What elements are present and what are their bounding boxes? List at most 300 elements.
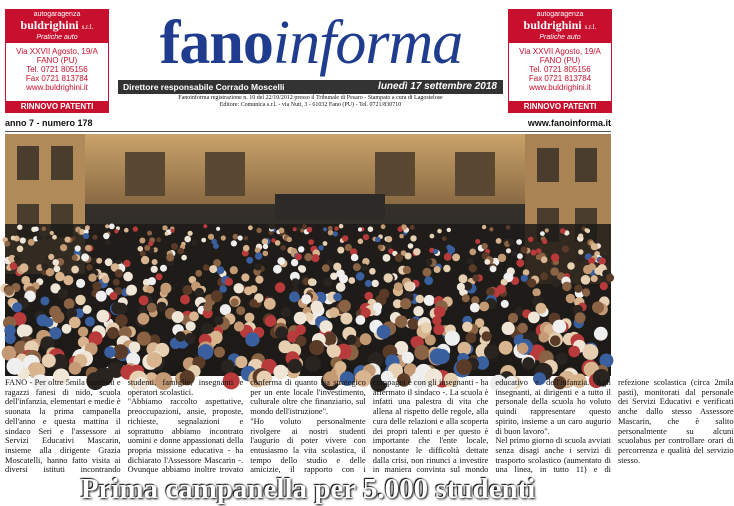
crowd-person xyxy=(443,265,450,272)
crowd-person xyxy=(542,239,547,244)
crowd-person xyxy=(333,293,342,302)
crowd-person xyxy=(594,327,608,341)
crowd-person xyxy=(123,272,133,282)
crowd-person xyxy=(330,273,337,280)
crowd-person xyxy=(408,318,419,329)
crowd-person xyxy=(448,246,456,254)
crowd-person xyxy=(311,301,324,314)
crowd-person xyxy=(203,303,212,312)
crowd-person xyxy=(528,237,533,242)
crowd-person xyxy=(430,234,435,239)
crowd-person xyxy=(263,244,268,249)
crowd-person xyxy=(452,254,460,262)
ad-subtitle: Pratiche auto xyxy=(539,34,581,41)
crowd-person xyxy=(425,335,436,346)
crowd-person xyxy=(139,295,149,305)
crowd-person xyxy=(581,275,591,285)
crowd-person xyxy=(578,233,583,238)
crowd-person xyxy=(211,290,223,302)
crowd-person xyxy=(294,312,307,325)
crowd-person xyxy=(233,234,239,240)
crowd-person xyxy=(472,275,479,282)
crowd-person xyxy=(115,269,123,277)
crowd-person xyxy=(275,282,285,292)
crowd-person xyxy=(287,237,292,242)
crowd-person xyxy=(34,227,39,232)
crowd-person xyxy=(256,228,261,233)
crowd-person xyxy=(528,312,540,324)
crowd-person xyxy=(506,225,511,230)
crowd-person xyxy=(353,263,360,270)
crowd-person xyxy=(279,228,285,234)
crowd-person xyxy=(365,280,372,287)
crowd-person xyxy=(195,270,202,277)
crowd-person xyxy=(246,257,253,264)
crowd-person xyxy=(540,231,545,236)
crowd-person xyxy=(395,315,407,327)
crowd-person xyxy=(309,340,324,355)
crowd-person xyxy=(105,240,111,246)
crowd-person xyxy=(555,353,567,365)
crowd-person xyxy=(105,224,109,228)
crowd-person xyxy=(203,224,207,228)
crowd-person xyxy=(213,243,219,249)
ad-header xyxy=(6,10,108,43)
crowd-person xyxy=(333,231,338,236)
crowd-person xyxy=(105,258,113,266)
crowd-person xyxy=(181,255,187,261)
crowd-person xyxy=(280,245,286,251)
crowd-person xyxy=(216,227,220,231)
crowd-person xyxy=(216,266,224,274)
crowd-person xyxy=(5,333,16,344)
crowd-person xyxy=(489,227,493,231)
crowd-person xyxy=(114,229,118,233)
crowd-person xyxy=(183,285,193,295)
crowd-person xyxy=(139,238,145,244)
crowd-person xyxy=(328,226,333,231)
crowd-person xyxy=(356,315,366,325)
crowd-person xyxy=(255,247,261,253)
crowd-person xyxy=(308,278,316,286)
ad-body xyxy=(509,43,611,92)
crowd-person xyxy=(10,262,18,270)
crowd-person xyxy=(467,258,474,265)
crowd-person xyxy=(536,248,541,253)
crowd-person xyxy=(104,346,116,358)
crowd-person xyxy=(248,225,253,230)
crowd-person xyxy=(358,239,364,245)
crowd-person xyxy=(301,294,311,304)
crowd-person xyxy=(308,239,314,245)
crowd-person xyxy=(517,253,523,259)
crowd-person xyxy=(50,231,54,235)
ad-body xyxy=(6,43,108,92)
crowd-person xyxy=(442,236,447,241)
crowd-person xyxy=(434,306,446,318)
crowd-person xyxy=(545,228,549,232)
crowd-person xyxy=(245,332,259,346)
crowd-photo-illustration xyxy=(5,134,611,376)
crowd-person xyxy=(138,313,150,325)
crowd-person xyxy=(593,245,598,250)
crowd-person xyxy=(511,251,517,257)
crowd-person xyxy=(249,299,257,307)
article-paragraph: FANO - Per oltre 5mila bambini e ragazzi fanesi di nido, scuola dell'infanzia, elementari e medie è suonata la prima campanella dell'anno e questa mattina il sindaco Seri e l'assessore ai Servizi Educativi Mascarin, insieme alla dirigente Grazia Moscatelli, hanno fatto visita ai diversi istituti incontrando studenti, famiglie, insegnanti e operatori scolastici. xyxy=(5,378,244,475)
ad-city: FANO (PU) xyxy=(539,56,581,65)
crowd-person xyxy=(508,313,518,323)
crowd-person xyxy=(378,245,383,250)
crowd-person xyxy=(328,230,334,236)
crowd-person xyxy=(277,257,285,265)
crowd-person xyxy=(180,295,190,305)
crowd-person xyxy=(502,322,515,335)
divider xyxy=(5,131,611,132)
crowd-person xyxy=(421,322,432,333)
crowd-person xyxy=(107,327,119,339)
crowd-person xyxy=(424,295,435,306)
crowd-person xyxy=(375,237,381,243)
crowd-person xyxy=(484,259,490,265)
ad-fax: Fax 0721 813784 xyxy=(528,74,592,83)
crowd-person xyxy=(424,276,433,285)
crowd-person xyxy=(435,349,450,364)
crowd-person xyxy=(110,292,118,300)
crowd-person xyxy=(432,316,441,325)
crowd-person xyxy=(63,275,73,285)
crowd-person xyxy=(583,265,592,274)
crowd-person xyxy=(361,264,368,271)
crowd-person xyxy=(586,229,591,234)
crowd-person xyxy=(203,264,210,271)
issue-number: anno 7 - numero 178 xyxy=(5,118,93,128)
crowd-person xyxy=(506,248,511,253)
crowd-person xyxy=(147,231,152,236)
crowd-person xyxy=(65,237,71,243)
crowd-person xyxy=(518,323,528,333)
crowd-person xyxy=(462,294,470,302)
crowd-person xyxy=(456,359,472,375)
crowd-person xyxy=(96,258,102,264)
crowd-person xyxy=(536,254,542,260)
crowd-person xyxy=(157,302,167,312)
ad-brand: buldrighini s.r.l. xyxy=(20,18,94,32)
article-paragraph: "Abbiamo raccolto aspettative, preoccupazioni, ansie, proposte, richieste, segnalazioni e soprattutto abbiamo incontrato uomini e donne appassionati della propria missione educativa - ha dichiarato l'Assessore Mascarin -. Ovunque abbiamo inoltre trovato conferma di quanto sia strategico per un ente locale l'investimento, culturale oltre che finanziario, sul mondo dell'istruzione". xyxy=(127,378,366,475)
crowd-person xyxy=(76,279,85,288)
crowd-person xyxy=(295,253,302,260)
crowd-person xyxy=(568,346,580,358)
crowd-person xyxy=(552,279,561,288)
crowd-person xyxy=(42,354,56,368)
issue-date: lunedì 17 settembre 2018 xyxy=(378,81,497,92)
crowd-person xyxy=(576,255,584,263)
crowd-person xyxy=(562,246,569,253)
crowd-person xyxy=(255,276,263,284)
crowd-person xyxy=(55,272,65,282)
crowd-person xyxy=(255,252,262,259)
crowd-person xyxy=(234,321,244,331)
crowd-person xyxy=(254,263,261,270)
crowd-person xyxy=(83,233,89,239)
crowd-person xyxy=(17,324,31,338)
ad-phone: Tel. 0721 805156 xyxy=(26,65,88,74)
crowd-person xyxy=(263,251,269,257)
crowd-person xyxy=(296,226,301,231)
crowd-person xyxy=(96,291,107,302)
crowd-person xyxy=(16,314,26,324)
crowd-person xyxy=(7,358,24,375)
crowd-person xyxy=(305,356,321,372)
crowd-person xyxy=(4,241,10,247)
crowd-person xyxy=(520,246,527,253)
crowd-person xyxy=(404,281,414,291)
crowd-person xyxy=(414,345,429,360)
crowd-person xyxy=(271,238,276,243)
advertisement-right[interactable] xyxy=(508,9,612,113)
crowd-person xyxy=(339,300,351,312)
crowd-person xyxy=(208,234,214,240)
ad-tag: autogaragenza xyxy=(33,11,81,18)
crowd-person xyxy=(402,225,407,230)
crowd-person xyxy=(221,359,235,373)
crowd-person xyxy=(522,357,535,370)
crowd-person xyxy=(113,279,120,286)
crowd-person xyxy=(209,265,217,273)
crowd-person xyxy=(186,321,196,331)
crowd-person xyxy=(195,288,204,297)
crowd-person xyxy=(64,298,75,309)
crowd-person xyxy=(201,238,206,243)
ad-brand: buldrighini s.r.l. xyxy=(523,18,597,32)
ad-subtitle: Pratiche auto xyxy=(36,34,78,41)
crowd-person xyxy=(490,266,497,273)
crowd-person xyxy=(437,229,442,234)
registration-line: Fanoinforma registrazione n. 10 del 22/10/2012 presso il Tribunale di Pesaro - Stampato a cura di Lagostelose xyxy=(178,95,443,101)
crowd-person xyxy=(445,331,460,346)
crowd-person xyxy=(244,236,249,241)
crowd-person xyxy=(323,227,327,231)
crowd-person xyxy=(599,258,606,265)
crowd-person xyxy=(383,254,391,262)
crowd-person xyxy=(444,253,452,261)
advertisement-left[interactable] xyxy=(5,9,109,113)
crowd-person xyxy=(369,268,376,275)
crowd-person xyxy=(606,274,614,282)
crowd-person xyxy=(41,263,48,270)
crowd-person xyxy=(501,300,509,308)
crowd-person xyxy=(469,249,476,256)
crowd-person xyxy=(162,225,167,230)
crowd-person xyxy=(517,343,528,354)
crowd-person xyxy=(342,235,348,241)
crowd-person xyxy=(97,310,110,323)
crowd-person xyxy=(363,234,369,240)
crowd-person xyxy=(172,311,184,323)
crowd-person xyxy=(103,233,109,239)
crowd-person xyxy=(482,331,492,341)
crowd-person xyxy=(192,240,198,246)
crowd-person xyxy=(484,344,499,359)
crowd-person xyxy=(281,307,291,317)
crowd-person xyxy=(12,302,22,312)
crowd-person xyxy=(298,246,304,252)
crowd-person xyxy=(147,303,157,313)
ad-address: Via XXVII Agosto, 19/A xyxy=(519,47,601,56)
crowd-person xyxy=(245,313,255,323)
crowd-person xyxy=(221,235,226,240)
crowd-person xyxy=(562,282,572,292)
crowd-person xyxy=(532,288,540,296)
crowd-person xyxy=(318,245,323,250)
crowd-person xyxy=(236,306,245,315)
crowd-person xyxy=(52,235,57,240)
crowd-person xyxy=(109,224,115,230)
crowd-person xyxy=(425,259,432,266)
crowd-person xyxy=(85,245,92,252)
crowd-person xyxy=(592,301,604,313)
crowd-person xyxy=(479,302,489,312)
ad-brand-suffix: s.r.l. xyxy=(584,23,597,31)
ad-brand-suffix: s.r.l. xyxy=(81,23,94,31)
crowd-person xyxy=(160,265,167,272)
crowd-person xyxy=(52,311,64,323)
crowd-person xyxy=(144,245,150,251)
crowd-person xyxy=(345,244,352,251)
crowd-person xyxy=(269,224,275,230)
article-paragraph: "Ho voluto personalmente rivolgere ai nostri studenti l'augurio di poter vivere con entusiasmo la vita scolastica, il tempo dello studio e delle amicizie, il rapporto con i compagni e con gli insegnanti - ha affermato il sindaco -. La scuola è infatti una palestra di vita che allena al rispetto delle regole, alla cura delle relazioni e alla scoperta dei propri talenti e per questo è importante che l'ente locale, nonostante le difficoltà dettate dalla crisi, non rinunci a investire in maniera convinta sul mondo educativo e dell'infanzia. Agli insegnanti, ai dirigenti e a tutto il personale della scuola ho voluto quindi rappresentare questo spirito, insieme a un caro augurio di buon lavoro". xyxy=(250,378,611,475)
crowd-person xyxy=(156,237,161,242)
crowd-person xyxy=(165,232,169,236)
crowd-person xyxy=(62,324,72,334)
crowd-person xyxy=(54,265,61,272)
crowd-person xyxy=(17,225,22,230)
crowd-person xyxy=(337,247,344,254)
crowd-person xyxy=(148,277,156,285)
crowd-person xyxy=(339,274,348,283)
crowd-person xyxy=(58,288,69,299)
issue-line xyxy=(5,118,611,129)
crowd-person xyxy=(413,248,420,255)
crowd-person xyxy=(28,239,35,246)
crowd-person xyxy=(470,303,480,313)
crowd-person xyxy=(516,239,522,245)
crowd-person xyxy=(293,227,297,231)
crowd-person xyxy=(243,245,250,252)
crowd-person xyxy=(334,226,338,230)
crowd-person xyxy=(327,345,341,359)
crowd-person xyxy=(78,327,88,337)
crowd-person xyxy=(69,362,82,375)
crowd-person xyxy=(71,266,79,274)
ad-footer: RINNOVO PATENTI xyxy=(509,101,611,112)
crowd-person xyxy=(410,225,415,230)
ad-fax: Fax 0721 813784 xyxy=(25,74,89,83)
crowd-person xyxy=(189,311,199,321)
crowd-person xyxy=(574,284,582,292)
crowd-person xyxy=(402,352,414,364)
crowd-person xyxy=(346,335,356,345)
registration-info xyxy=(118,95,503,109)
ad-address: Via XXVII Agosto, 19/A xyxy=(16,47,98,56)
crowd-person xyxy=(340,313,352,325)
crowd-person xyxy=(17,246,24,253)
crowd-person xyxy=(160,283,171,294)
crowd-person xyxy=(482,243,488,249)
crowd-person xyxy=(166,253,174,261)
crowd-person xyxy=(408,243,414,249)
ad-website[interactable]: www.buldrighini.it xyxy=(26,83,88,92)
crowd-person xyxy=(582,344,598,360)
crowd-person xyxy=(322,264,330,272)
website-link[interactable]: www.fanoinforma.it xyxy=(527,118,611,128)
crowd-person xyxy=(75,295,85,305)
crowd-person xyxy=(336,282,346,292)
crowd-person xyxy=(40,297,49,306)
crowd-person xyxy=(527,279,536,288)
crowd-person xyxy=(311,254,319,262)
info-bar xyxy=(118,80,503,94)
crowd-person xyxy=(469,264,477,272)
crowd-person xyxy=(265,315,277,327)
crowd-person xyxy=(475,239,480,244)
crowd-person xyxy=(459,274,468,283)
masthead-logo[interactable] xyxy=(118,10,504,76)
crowd-person xyxy=(264,298,276,310)
crowd-person xyxy=(302,224,307,229)
crowd-person xyxy=(116,303,127,314)
crowd-person xyxy=(498,254,506,262)
crowd-person xyxy=(241,273,249,281)
crowd-person xyxy=(591,275,598,282)
crowd-person xyxy=(410,235,416,241)
crowd-person xyxy=(175,331,185,341)
crowd-person xyxy=(148,241,153,246)
article-body xyxy=(5,378,734,480)
crowd-person xyxy=(291,278,299,286)
crowd-person xyxy=(358,227,362,231)
crowd-person xyxy=(360,333,372,345)
crowd-person xyxy=(234,283,244,293)
ad-website[interactable]: www.buldrighini.it xyxy=(529,83,591,92)
crowd-person xyxy=(413,306,423,316)
crowd-person xyxy=(273,265,282,274)
ad-city: FANO (PU) xyxy=(36,56,78,65)
crowd-person xyxy=(304,253,312,261)
crowd-person xyxy=(372,280,379,287)
crowd-person xyxy=(567,262,575,270)
article-paragraph: Nel primo giorno di scuola avviati senza disagi anche i servizi di trasporto scolastico (aumentato di una linea, in tutto 11) e di refezione scolastica (circa 2mila pasti), monitorati dal personale dei Servizi Educativi e verificati anche dallo stesso Assessore Mascarin, che è salito personalmente su alcuni scuolabus per controllare orari di percorrenza e qualità del servizio stesso. xyxy=(495,378,734,475)
crowd-person xyxy=(499,341,513,355)
crowd-person xyxy=(37,235,43,241)
crowd-person xyxy=(214,347,225,358)
crowd-person xyxy=(462,322,472,332)
crowd-person xyxy=(171,243,178,250)
crowd-person xyxy=(289,292,300,303)
crowd-person xyxy=(129,342,141,354)
publisher-line: Editore: Comunica s.r.l. - via Nuti, 3 - 61032 Fano (PU) - Tel. 0721/830710 xyxy=(219,102,402,108)
crowd-person xyxy=(416,295,424,303)
crowd-person xyxy=(323,278,332,287)
crowd-person xyxy=(133,226,138,231)
crowd-person xyxy=(170,229,174,233)
ad-tag: autogaragenza xyxy=(536,11,584,18)
crowd-person xyxy=(536,303,547,314)
crowd-person xyxy=(141,256,149,264)
crowd-person xyxy=(299,265,306,272)
crowd-person xyxy=(156,273,163,280)
crowd-person xyxy=(235,356,247,368)
crowd-person xyxy=(351,254,359,262)
